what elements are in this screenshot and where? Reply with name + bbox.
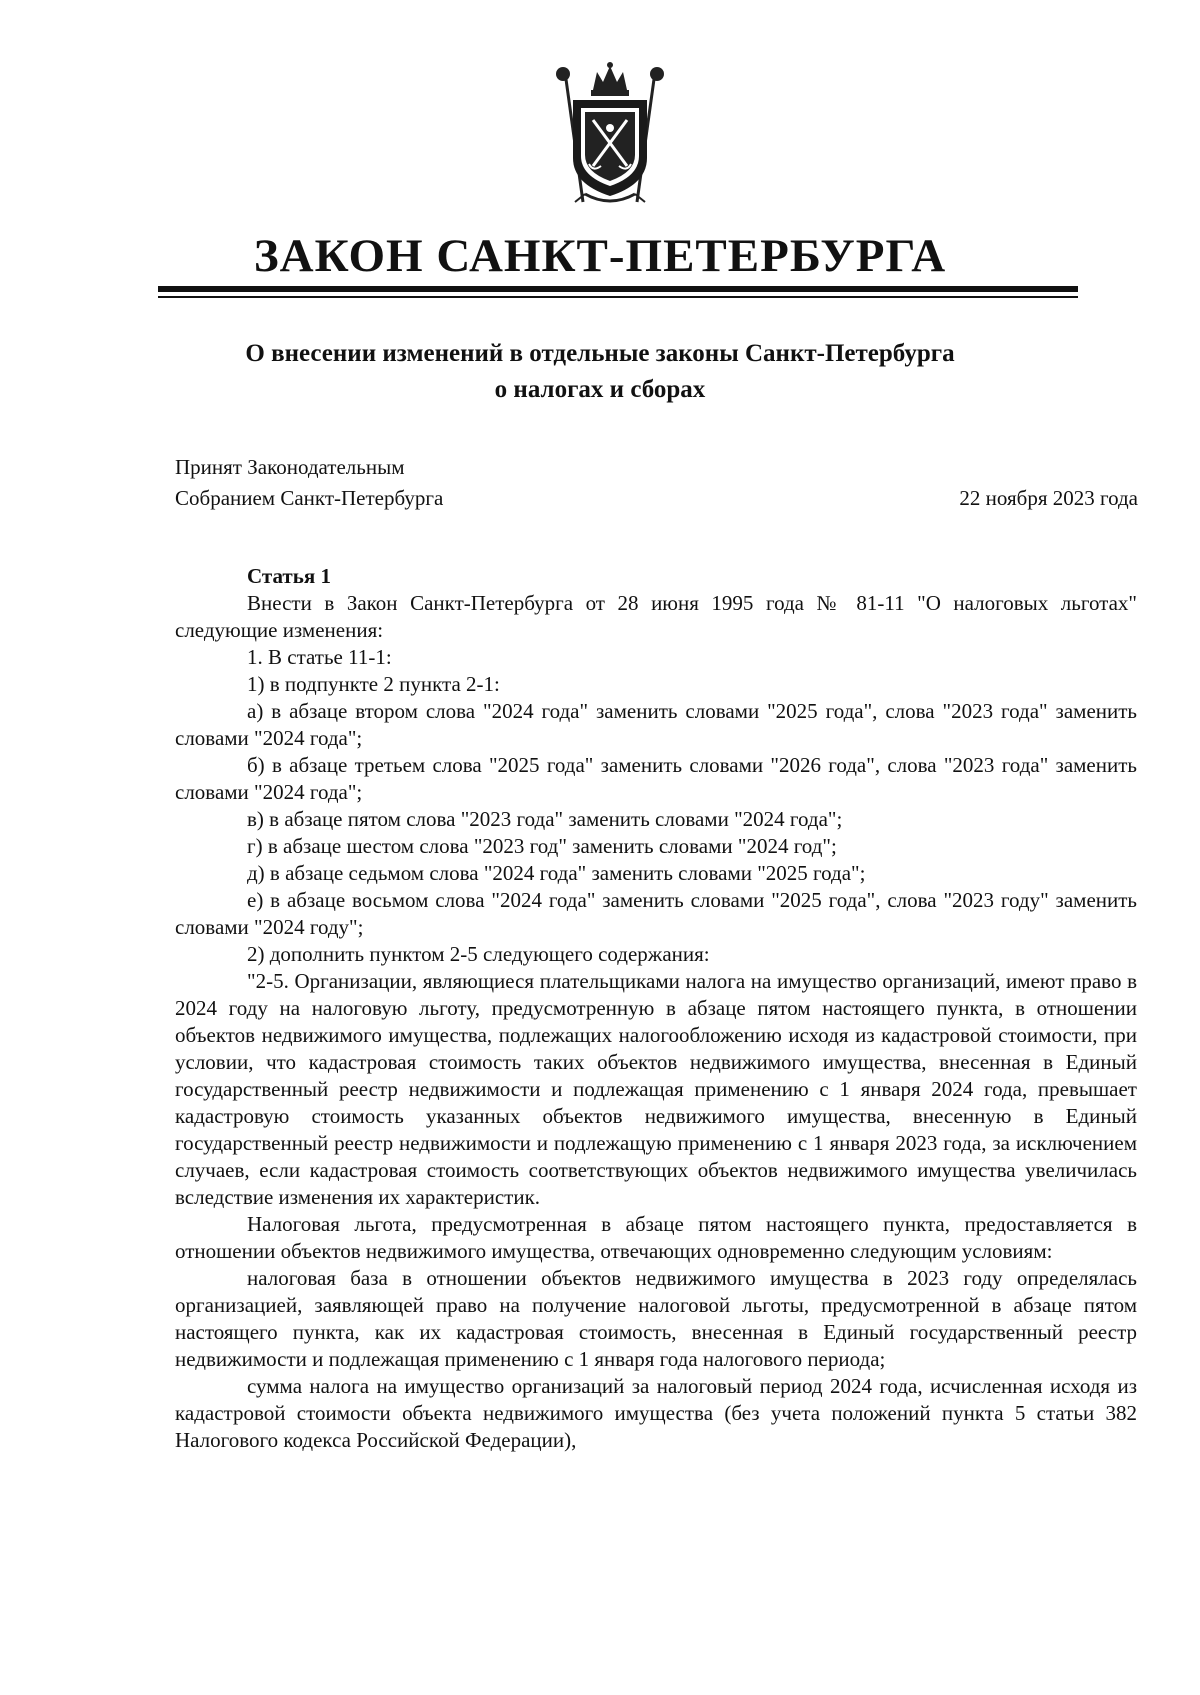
subtitle-line: о налогах и сборах [494,376,706,403]
paragraph: сумма налога на имущество организаций за налоговый период 2024 года, исчисленная исходя из кадастровой стоимости объекта недвижимого имущества (без учета положений пункта 5 статьи 382 Налогового кодекса Российской Федерации), [175,1374,1137,1452]
paragraph: е) в абзаце восьмом слова "2024 года" заменить словами "2025 года", слова "2023 году" заменить словами "2024 году"; [175,888,1137,939]
paragraph: 2) дополнить пунктом 2-5 следующего содержания: [247,942,710,966]
coat-of-arms-icon [545,62,675,210]
article-heading: Статья 1 [247,564,331,588]
law-title: ЗАКОН САНКТ-ПЕТЕРБУРГА [253,230,947,282]
paragraph: а) в абзаце втором слова "2024 года" заменить словами "2025 года", слова "2023 года" заменить словами "2024 года"; [175,699,1137,750]
paragraph: "2-5. Организации, являющиеся плательщиками налога на имущество организаций, имеют право в 2024 году на налоговую льготу, предусмотренную в абзаце пятом настоящего пункта, в отношении объектов недвижимого имущества, подлежащих налогообложению исходя из кадастровой стоимости, при условии, что кадастровая стоимость таких объектов недвижимого имущества, внесенная в Единый государственный реестр недвижимости и подлежащая применению с 1 января 2024 года, превышает кадастровую стоимость указанных объектов недвижимого имущества, внесенную в Единый государственный реестр недвижимости и подлежащую применению с 1 января 2023 года, за исключением случаев, если кадастровая стоимость соответствующих объектов недвижимого имущества увеличилась вследствие изменения их характеристик. [175,969,1137,1209]
paragraph: Внести в Закон Санкт-Петербурга от 28 июня 1995 года № 81-11 "О налоговых льготах" следующие изменения: [175,591,1137,642]
adopted-line: Принят Законодательным [175,455,405,479]
paragraph: д) в абзаце седьмом слова "2024 года" заменить словами "2025 года"; [247,861,866,885]
adopted-line: Собранием Санкт-Петербурга [175,486,444,510]
adoption-date: 22 ноября 2023 года [959,486,1138,510]
paragraph: б) в абзаце третьем слова "2025 года" заменить словами "2026 года", слова "2023 года" заменить словами "2024 года"; [175,753,1137,804]
subtitle-line: О внесении изменений в отдельные законы Санкт-Петербурга [245,340,955,367]
paragraph: 1. В статье 11-1: [247,645,392,669]
paragraph: в) в абзаце пятом слова "2023 года" заменить словами "2024 года"; [247,807,843,831]
article-body [175,563,1137,1454]
paragraph: Налоговая льгота, предусмотренная в абзаце пятом настоящего пункта, предоставляется в отношении объектов недвижимого имущества, отвечающих одновременно следующим условиям: [175,1212,1137,1263]
paragraph: налоговая база в отношении объектов недвижимого имущества в 2023 году определялась организацией, заявляющей право на получение налоговой льготы, предусмотренной в абзаце пятом настоящего пункта, как их кадастровая стоимость, внесенная в Единый государственный реестр недвижимости и подлежащая применению с 1 января года налогового периода; [175,1266,1137,1371]
adoption-statement [175,452,443,514]
document-subtitle [0,336,1200,408]
paragraph-list [175,590,1137,1454]
title-divider [158,286,1078,292]
paragraph: 1) в подпункте 2 пункта 2-1: [247,672,500,696]
title-divider-thin [158,296,1078,298]
paragraph: г) в абзаце шестом слова "2023 год" заменить словами "2024 год"; [247,834,837,858]
